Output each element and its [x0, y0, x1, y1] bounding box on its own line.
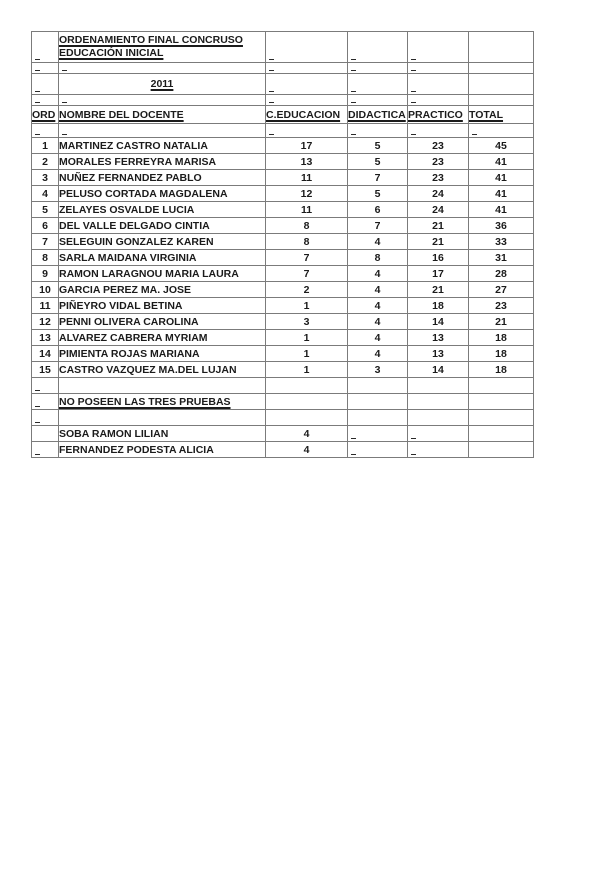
didactica-cell: 4: [348, 298, 408, 314]
name-cell: PIÑEYRO VIDAL BETINA: [59, 298, 266, 314]
c-educacion-cell: 1: [266, 346, 348, 362]
total-cell: [469, 63, 534, 74]
didactica-cell: 7: [348, 170, 408, 186]
ord-cell: [32, 378, 59, 394]
didactica-cell: 3: [348, 362, 408, 378]
didactica-cell: [348, 378, 408, 394]
total-cell: [469, 95, 534, 106]
c-educacion-cell: 7: [266, 266, 348, 282]
total-cell: 31: [469, 250, 534, 266]
header-nombre-del-docente: NOMBRE DEL DOCENTE: [59, 106, 266, 124]
total-cell: [469, 378, 534, 394]
c-educacion-cell: [266, 378, 348, 394]
c-educacion-cell: [266, 74, 348, 95]
didactica-cell: 4: [348, 234, 408, 250]
didactica-cell: [348, 426, 408, 442]
c-educacion-cell: 1: [266, 298, 348, 314]
ord-cell: 10: [32, 282, 59, 298]
name-cell: CASTRO VAZQUEZ MA.DEL LUJAN: [59, 362, 266, 378]
ord-cell: [32, 394, 59, 410]
ord-cell: 14: [32, 346, 59, 362]
practico-cell: [408, 394, 469, 410]
practico-cell: [408, 63, 469, 74]
total-cell: 18: [469, 362, 534, 378]
document-title-line2: EDUCACIÓN INICIAL: [59, 47, 164, 59]
practico-cell: [408, 426, 469, 442]
c-educacion-cell: [266, 32, 348, 63]
practico-cell: 18: [408, 298, 469, 314]
practico-cell: 13: [408, 346, 469, 362]
table-row: [32, 362, 534, 378]
table-row: [32, 282, 534, 298]
c-educacion-cell: 1: [266, 362, 348, 378]
practico-cell: 24: [408, 202, 469, 218]
table-row: [32, 218, 534, 234]
c-educacion-cell: [266, 63, 348, 74]
name-cell: SARLA MAIDANA VIRGINIA: [59, 250, 266, 266]
name-cell: MORALES FERREYRA MARISA: [59, 154, 266, 170]
didactica-cell: 5: [348, 154, 408, 170]
total-cell: 36: [469, 218, 534, 234]
header-practico: PRACTICO: [408, 106, 469, 124]
year-row: [32, 74, 534, 95]
document-title-line1: ORDENAMIENTO FINAL CONCRUSO: [59, 34, 243, 46]
practico-cell: [408, 124, 469, 138]
name-cell: ALVAREZ CABRERA MYRIAM: [59, 330, 266, 346]
ord-cell: 1: [32, 138, 59, 154]
ord-cell: [32, 442, 59, 458]
didactica-cell: 6: [348, 202, 408, 218]
table-row: [32, 138, 534, 154]
ord-cell: 7: [32, 234, 59, 250]
didactica-cell: 4: [348, 330, 408, 346]
practico-cell: [408, 32, 469, 63]
didactica-cell: 8: [348, 250, 408, 266]
name-cell: SOBA RAMON LILIAN: [59, 426, 266, 442]
c-educacion-cell: 4: [266, 442, 348, 458]
name-cell: ZELAYES OSVALDE LUCIA: [59, 202, 266, 218]
didactica-cell: [348, 95, 408, 106]
name-cell: [59, 410, 266, 426]
total-cell: 45: [469, 138, 534, 154]
total-cell: 41: [469, 154, 534, 170]
total-cell: 33: [469, 234, 534, 250]
c-educacion-cell: 1: [266, 330, 348, 346]
table-row: [32, 426, 534, 442]
total-cell: [469, 74, 534, 95]
year-cell: [59, 74, 266, 95]
spacer-row: [32, 378, 534, 394]
ord-cell: 3: [32, 170, 59, 186]
c-educacion-cell: 11: [266, 202, 348, 218]
c-educacion-cell: 8: [266, 234, 348, 250]
practico-cell: [408, 95, 469, 106]
table-row: [32, 170, 534, 186]
header-total: TOTAL: [469, 106, 534, 124]
total-cell: 27: [469, 282, 534, 298]
didactica-cell: 4: [348, 314, 408, 330]
total-cell: [469, 442, 534, 458]
c-educacion-cell: 11: [266, 170, 348, 186]
total-cell: 18: [469, 330, 534, 346]
practico-cell: 16: [408, 250, 469, 266]
table-row: [32, 234, 534, 250]
spacer-row: [32, 410, 534, 426]
name-cell: DEL VALLE DELGADO CINTIA: [59, 218, 266, 234]
spacer-row: [32, 95, 534, 106]
didactica-cell: 5: [348, 186, 408, 202]
practico-cell: [408, 378, 469, 394]
table-row: [32, 298, 534, 314]
name-cell: PELUSO CORTADA MAGDALENA: [59, 186, 266, 202]
practico-cell: 17: [408, 266, 469, 282]
name-cell: NUÑEZ FERNANDEZ PABLO: [59, 170, 266, 186]
name-cell: [59, 95, 266, 106]
c-educacion-cell: 3: [266, 314, 348, 330]
name-cell: GARCIA PEREZ MA. JOSE: [59, 282, 266, 298]
name-cell: FERNANDEZ PODESTA ALICIA: [59, 442, 266, 458]
table-row: [32, 202, 534, 218]
ord-cell: 5: [32, 202, 59, 218]
c-educacion-cell: [266, 95, 348, 106]
practico-cell: 13: [408, 330, 469, 346]
total-cell: 23: [469, 298, 534, 314]
c-educacion-cell: 17: [266, 138, 348, 154]
total-cell: [469, 426, 534, 442]
section-title-row: [32, 394, 534, 410]
didactica-cell: [348, 410, 408, 426]
didactica-cell: 4: [348, 282, 408, 298]
name-cell: [59, 378, 266, 394]
total-cell: 41: [469, 186, 534, 202]
header-row: [32, 106, 534, 124]
name-cell: [59, 63, 266, 74]
didactica-cell: [348, 32, 408, 63]
ord-cell: 11: [32, 298, 59, 314]
total-cell: [469, 124, 534, 138]
practico-cell: 23: [408, 138, 469, 154]
total-cell: 21: [469, 314, 534, 330]
c-educacion-cell: 13: [266, 154, 348, 170]
practico-cell: 24: [408, 186, 469, 202]
name-cell: PIMIENTA ROJAS MARIANA: [59, 346, 266, 362]
practico-cell: 21: [408, 282, 469, 298]
ord-cell: 2: [32, 154, 59, 170]
ord-cell: [32, 426, 59, 442]
didactica-cell: [348, 394, 408, 410]
total-cell: [469, 410, 534, 426]
section-title-cell: [59, 394, 266, 410]
c-educacion-cell: 8: [266, 218, 348, 234]
c-educacion-cell: 2: [266, 282, 348, 298]
c-educacion-cell: 12: [266, 186, 348, 202]
header-c-educacion: C.EDUCACION: [266, 106, 348, 124]
didactica-cell: 7: [348, 218, 408, 234]
name-cell: RAMON LARAGNOU MARIA LAURA: [59, 266, 266, 282]
total-cell: [469, 32, 534, 63]
table-row: [32, 346, 534, 362]
ord-cell: [32, 74, 59, 95]
title-row: [32, 32, 534, 63]
ord-cell: [32, 32, 59, 63]
header-didactica: DIDACTICA: [348, 106, 408, 124]
table-row: [32, 314, 534, 330]
ord-cell: [32, 95, 59, 106]
spacer-row: [32, 124, 534, 138]
ord-cell: 13: [32, 330, 59, 346]
practico-cell: [408, 410, 469, 426]
year-label: 2011: [150, 78, 174, 90]
ord-cell: 12: [32, 314, 59, 330]
total-cell: 18: [469, 346, 534, 362]
ord-cell: 6: [32, 218, 59, 234]
document-title-cell: [59, 32, 266, 63]
total-cell: 41: [469, 202, 534, 218]
ord-cell: 4: [32, 186, 59, 202]
practico-cell: 21: [408, 218, 469, 234]
practico-cell: 14: [408, 314, 469, 330]
name-cell: SELEGUIN GONZALEZ KAREN: [59, 234, 266, 250]
table-row: [32, 266, 534, 282]
c-educacion-cell: 4: [266, 426, 348, 442]
header-ord: ORD: [32, 106, 59, 124]
c-educacion-cell: [266, 410, 348, 426]
practico-cell: 23: [408, 154, 469, 170]
practico-cell: 14: [408, 362, 469, 378]
total-cell: [469, 394, 534, 410]
total-cell: 28: [469, 266, 534, 282]
table-row: [32, 442, 534, 458]
didactica-cell: [348, 442, 408, 458]
section-title-label: NO POSEEN LAS TRES PRUEBAS: [59, 395, 231, 408]
ord-cell: 8: [32, 250, 59, 266]
didactica-cell: 4: [348, 266, 408, 282]
didactica-cell: 5: [348, 138, 408, 154]
spacer-row: [32, 63, 534, 74]
c-educacion-cell: [266, 394, 348, 410]
total-cell: 41: [469, 170, 534, 186]
ord-cell: [32, 410, 59, 426]
ord-cell: 9: [32, 266, 59, 282]
table-row: [32, 250, 534, 266]
ord-cell: [32, 63, 59, 74]
c-educacion-cell: [266, 124, 348, 138]
name-cell: [59, 124, 266, 138]
practico-cell: 21: [408, 234, 469, 250]
c-educacion-cell: 7: [266, 250, 348, 266]
didactica-cell: [348, 74, 408, 95]
didactica-cell: [348, 124, 408, 138]
table-row: [32, 330, 534, 346]
practico-cell: [408, 442, 469, 458]
table-row: [32, 186, 534, 202]
table-row: [32, 154, 534, 170]
practico-cell: 23: [408, 170, 469, 186]
didactica-cell: [348, 63, 408, 74]
ord-cell: [32, 124, 59, 138]
ranking-table: [31, 31, 534, 458]
ord-cell: 15: [32, 362, 59, 378]
didactica-cell: 4: [348, 346, 408, 362]
practico-cell: [408, 74, 469, 95]
name-cell: PENNI OLIVERA CAROLINA: [59, 314, 266, 330]
name-cell: MARTINEZ CASTRO NATALIA: [59, 138, 266, 154]
